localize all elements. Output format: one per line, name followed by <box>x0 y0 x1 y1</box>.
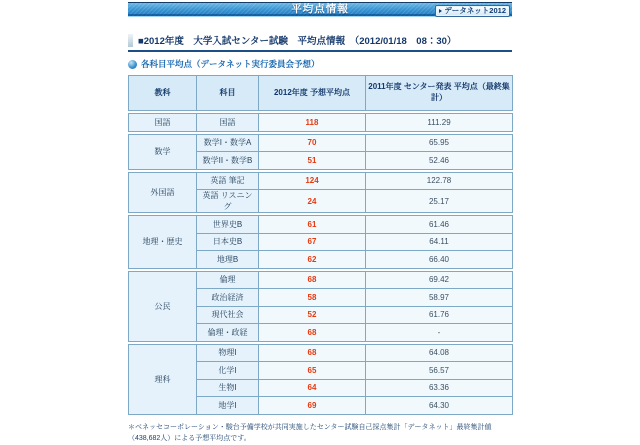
score-2011-cell: 64.11 <box>366 233 513 251</box>
score-2012-cell: 64 <box>259 379 366 397</box>
column-header-kamoku: 科目 <box>197 76 259 111</box>
column-header-2011: 2011年度 センター発表 平均点（最終集計） <box>366 76 513 111</box>
subject-cell: 英語 筆記 <box>197 172 259 190</box>
subject-cell: 生物I <box>197 379 259 397</box>
score-2011-cell: 25.17 <box>366 190 513 213</box>
score-2012-cell: 58 <box>259 289 366 307</box>
subject-group-table <box>128 215 513 269</box>
score-2011-cell: 61.76 <box>366 306 513 324</box>
category-cell: 地理・歴史 <box>129 216 197 269</box>
subject-cell: 物理I <box>197 344 259 362</box>
scores-table-header <box>128 75 513 111</box>
score-2011-cell: 58.97 <box>366 289 513 307</box>
score-2012-cell: 61 <box>259 216 366 234</box>
datanet-2012-button-label: データネット2012 <box>444 6 506 15</box>
subject-cell: 倫理 <box>197 271 259 289</box>
table-row <box>129 172 513 190</box>
footnote: ＊ベネッセコーポレーション・駿台予備学校が共同実施したセンター試験自己採点集計「データネット」最終集計値（438,682人）による予想平均点です。 <box>128 423 492 443</box>
category-cell: 外国語 <box>129 172 197 213</box>
score-2012-cell: 68 <box>259 271 366 289</box>
score-2012-cell: 68 <box>259 344 366 362</box>
datanet-2012-button[interactable] <box>435 5 510 17</box>
subject-cell: 地理B <box>197 251 259 269</box>
score-2011-cell: 66.40 <box>366 251 513 269</box>
scores-table-body <box>128 113 512 415</box>
section-heading-text: 各科目平均点（データネット実行委員会予想） <box>141 59 320 69</box>
subject-cell: 化学I <box>197 362 259 380</box>
score-2012-cell: 24 <box>259 190 366 213</box>
score-2011-cell: 65.95 <box>366 134 513 152</box>
subject-cell: 政治経済 <box>197 289 259 307</box>
heading-accent-bar <box>128 34 133 47</box>
category-cell: 公民 <box>129 271 197 341</box>
subject-group-table <box>128 271 513 342</box>
subject-cell: 英語 リスニング <box>197 190 259 213</box>
table-row <box>129 344 513 362</box>
score-2012-cell: 52 <box>259 306 366 324</box>
score-2012-cell: 51 <box>259 152 366 170</box>
category-cell: 国語 <box>129 114 197 132</box>
subject-cell: 国語 <box>197 114 259 132</box>
score-2011-cell: 61.46 <box>366 216 513 234</box>
page-header-bar <box>128 2 512 17</box>
bullet-sphere-icon <box>128 60 137 69</box>
table-row <box>129 134 513 152</box>
page-container <box>128 0 512 445</box>
score-2011-cell: 56.57 <box>366 362 513 380</box>
score-2012-cell: 70 <box>259 134 366 152</box>
column-header-kyoka: 教科 <box>129 76 197 111</box>
score-2012-cell: 67 <box>259 233 366 251</box>
subject-cell: 数学II・数学B <box>197 152 259 170</box>
score-2011-cell: 64.08 <box>366 344 513 362</box>
subject-group-table <box>128 134 513 170</box>
table-row <box>129 271 513 289</box>
subject-cell: 現代社会 <box>197 306 259 324</box>
score-2011-cell: - <box>366 324 513 342</box>
subject-group-table <box>128 172 513 214</box>
subject-cell: 日本史B <box>197 233 259 251</box>
score-2011-cell: 52.46 <box>366 152 513 170</box>
score-2012-cell: 65 <box>259 362 366 380</box>
page-title: 平均点情報 <box>291 3 349 15</box>
score-2012-cell: 68 <box>259 324 366 342</box>
score-2011-cell: 111.29 <box>366 114 513 132</box>
subject-cell: 世界史B <box>197 216 259 234</box>
subject-group-table <box>128 344 513 415</box>
score-2011-cell: 63.36 <box>366 379 513 397</box>
section-heading <box>128 58 512 70</box>
subject-cell: 数学I・数学A <box>197 134 259 152</box>
score-2012-cell: 62 <box>259 251 366 269</box>
score-2011-cell: 64.30 <box>366 397 513 415</box>
score-2012-cell: 118 <box>259 114 366 132</box>
table-row <box>129 216 513 234</box>
score-2012-cell: 69 <box>259 397 366 415</box>
subject-cell: 倫理・政経 <box>197 324 259 342</box>
score-2011-cell: 122.78 <box>366 172 513 190</box>
table-header-row <box>129 76 513 111</box>
table-row <box>129 114 513 132</box>
subject-group-table <box>128 113 513 132</box>
page-heading <box>128 33 512 52</box>
page-heading-text: ■2012年度 大学入試センター試験 平均点情報 （2012/01/18 08：30） <box>138 36 457 47</box>
score-2011-cell: 69.42 <box>366 271 513 289</box>
category-cell: 数学 <box>129 134 197 169</box>
play-icon <box>439 9 442 13</box>
category-cell: 理科 <box>129 344 197 414</box>
column-header-2012: 2012年度 予想平均点 <box>259 76 366 111</box>
score-2012-cell: 124 <box>259 172 366 190</box>
subject-cell: 地学I <box>197 397 259 415</box>
